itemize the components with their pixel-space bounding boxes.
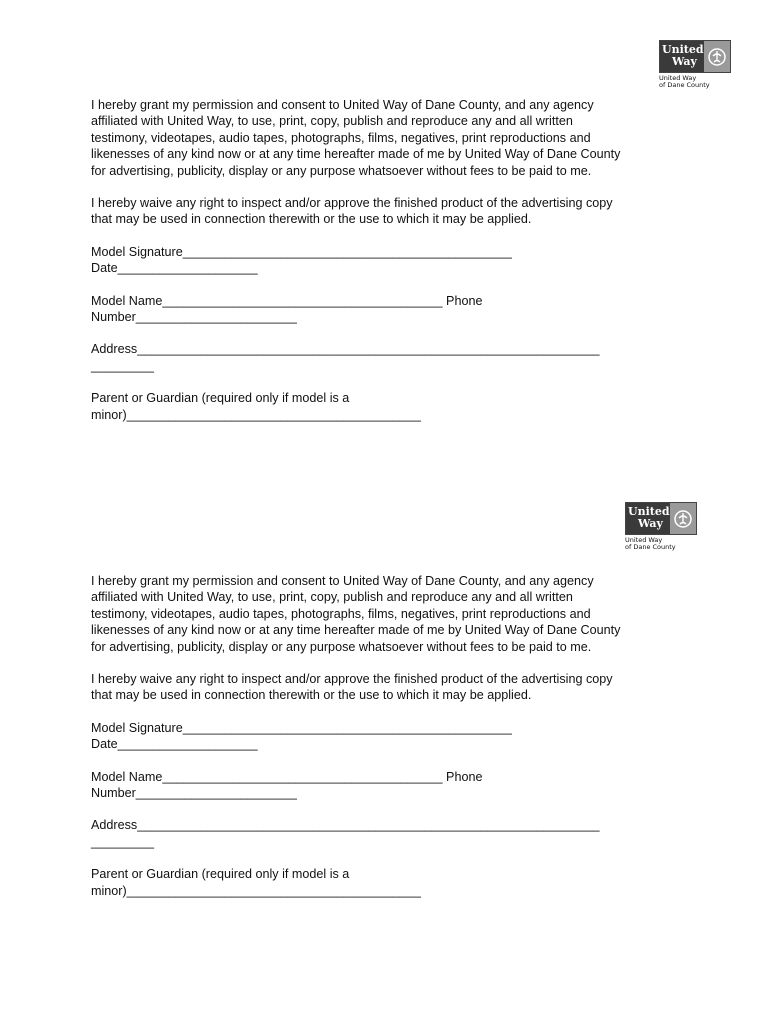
logo-word-way: Way	[672, 55, 697, 68]
consent-paragraph: I hereby grant my permission and consent to United Way of Dane County, and any agency affiliated with United Way, to use, print, copy, publish and reproduce any and all written testimony, videotapes, audio tapes, photographs, films, negatives, print reproductions and likenesses of any kind now or at any time hereafter made of me by United Way of Dane County for advertising, publicity, display or any purpose whatsoever without fees to be paid to me.	[91, 98, 621, 178]
form-body	[91, 573, 691, 915]
united-way-logo	[625, 502, 697, 551]
model-name-field[interactable]: Model Name________________________________________ Phone	[91, 769, 483, 784]
address-field[interactable]: Address__________________________________________________________________	[91, 342, 600, 357]
hand-emblem-icon	[704, 41, 730, 72]
date-field[interactable]: Date____________________	[91, 737, 258, 752]
address-block	[91, 817, 691, 850]
logo-caption: United Way of Dane County	[625, 536, 676, 551]
logo-mark	[659, 40, 731, 73]
hand-emblem-icon	[670, 503, 696, 534]
signature-block	[91, 244, 691, 277]
guardian-block	[91, 390, 691, 423]
consent-paragraph: I hereby grant my permission and consent to United Way of Dane County, and any agency affiliated with United Way, to use, print, copy, publish and reproduce any and all written testimony, videotapes, audio tapes, photographs, films, negatives, print reproductions and likenesses of any kind now or at any time hereafter made of me by United Way of Dane County for advertising, publicity, display or any purpose whatsoever without fees to be paid to me.	[91, 574, 621, 654]
guardian-field[interactable]: minor)__________________________________________	[91, 407, 421, 422]
logo-word-united: United	[662, 43, 704, 56]
guardian-label: Parent or Guardian (required only if model is a	[91, 391, 350, 406]
release-form-copy-2	[0, 476, 770, 952]
waiver-paragraph: I hereby waive any right to inspect and/or approve the finished product of the advertising copy that may be used in connection therewith or the use to which it may be applied.	[91, 672, 613, 703]
model-signature-field[interactable]: Model Signature_______________________________________________	[91, 720, 512, 735]
address-block	[91, 341, 691, 374]
waiver-paragraph: I hereby waive any right to inspect and/or approve the finished product of the advertising copy that may be used in connection therewith or the use to which it may be applied.	[91, 196, 613, 227]
united-way-logo	[659, 40, 731, 89]
guardian-block	[91, 866, 691, 899]
phone-number-field[interactable]: Number_______________________	[91, 786, 297, 801]
logo-word-way: Way	[638, 517, 663, 530]
guardian-field[interactable]: minor)__________________________________________	[91, 883, 421, 898]
model-name-field[interactable]: Model Name________________________________________ Phone	[91, 293, 483, 308]
logo-caption: United Way of Dane County	[659, 74, 710, 89]
logo-mark	[625, 502, 697, 535]
model-signature-field[interactable]: Model Signature_______________________________________________	[91, 244, 512, 259]
name-phone-block	[91, 293, 691, 326]
name-phone-block	[91, 769, 691, 802]
address-field[interactable]: Address__________________________________________________________________	[91, 818, 600, 833]
address-field-continuation[interactable]: _________	[91, 358, 155, 373]
address-field-continuation[interactable]: _________	[91, 834, 155, 849]
form-body	[91, 97, 691, 439]
phone-number-field[interactable]: Number_______________________	[91, 310, 297, 325]
signature-block	[91, 720, 691, 753]
logo-word-united: United	[628, 505, 670, 518]
date-field[interactable]: Date____________________	[91, 261, 258, 276]
release-form-copy-1	[0, 0, 770, 476]
guardian-label: Parent or Guardian (required only if model is a	[91, 867, 350, 882]
